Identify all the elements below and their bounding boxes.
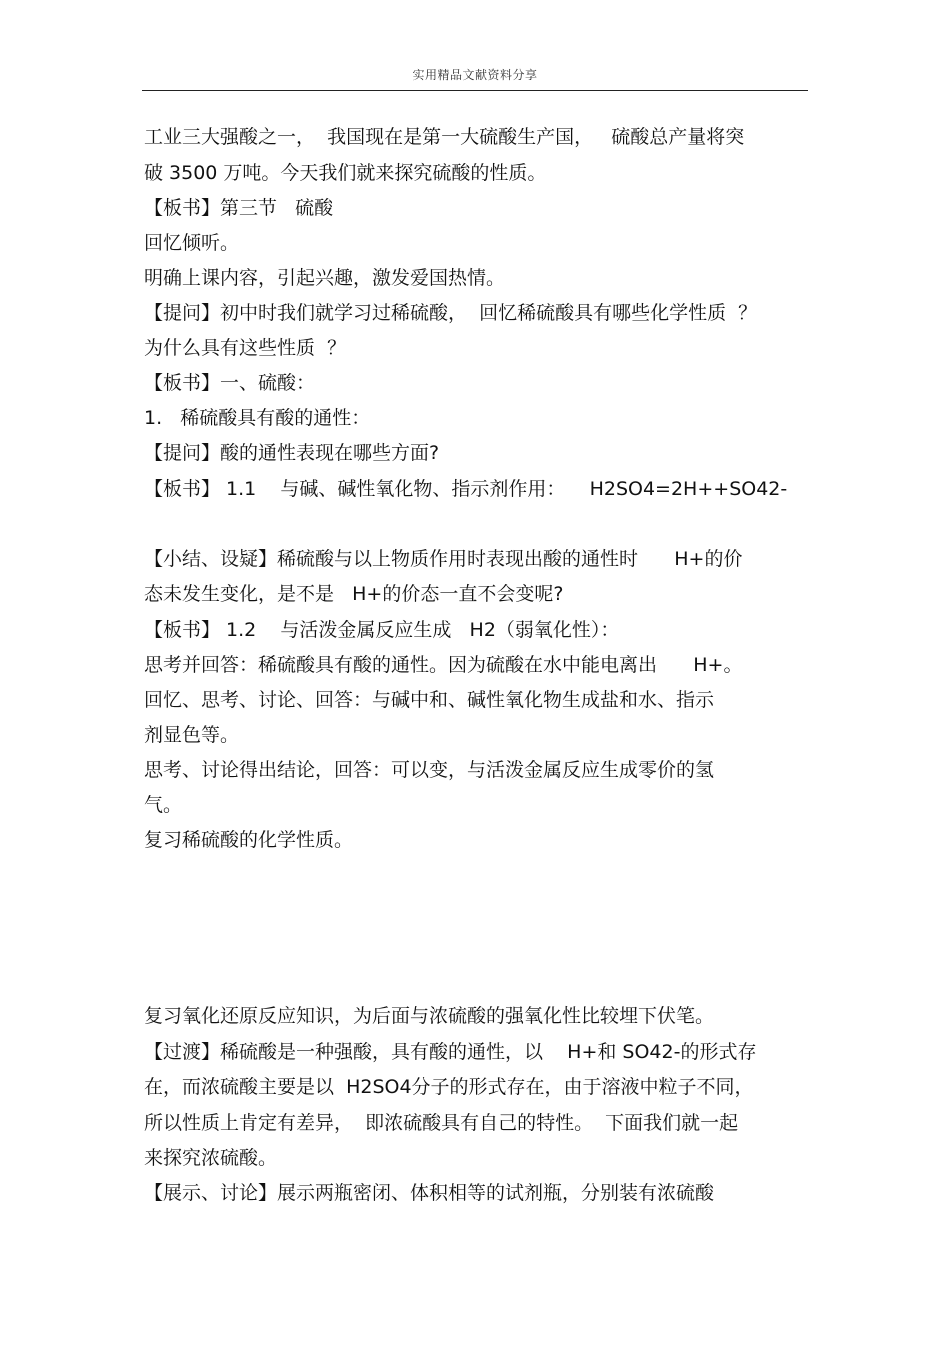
text-line: 所以性质上肯定有差异， 即浓硫酸具有自己的特性。 下面我们就一起 [144,1112,739,1134]
text-line: 为什么具有这些性质 ？ [144,337,347,359]
text-line: 思考并回答：稀硫酸具有酸的通性。因为硫酸在水中能电离出 H+。 [144,654,743,676]
text-line: 【展示、讨论】展示两瓶密闭、体积相等的试剂瓶，分别装有浓硫酸 [144,1182,715,1204]
text-line: 【提问】初中时我们就学习过稀硫酸， 回忆稀硫酸具有哪些化学性质 ？ [144,302,758,324]
text-line: 在，而浓硫酸主要是以 H2SO4分子的形式存在，由于溶液中粒子不同， [144,1076,754,1098]
text-line: 思考、讨论得出结论，回答：可以变，与活泼金属反应生成零价的氢 [144,759,715,781]
text-line: 回忆倾听。 [144,232,240,254]
text-line: 【过渡】稀硫酸是一种强酸，具有酸的通性，以 H+和 SO42-的形式存 [144,1041,757,1063]
text-line: 气。 [144,794,183,816]
text-line: 复习氧化还原反应知识，为后面与浓硫酸的强氧化性比较埋下伏笔。 [144,1005,715,1027]
text-line: 【板书】一、硫酸： [144,372,316,394]
text-line: 【小结、设疑】稀硫酸与以上物质作用时表现出酸的通性时 H+的价 [144,548,743,570]
text-line: 来探究浓硫酸。 [144,1147,278,1169]
text-line: 【板书】第三节 硫酸 [144,197,334,219]
page-header: 实用精品文献资料分享 [412,68,538,82]
text-line: 复习稀硫酸的化学性质。 [144,829,354,851]
text-line: 回忆、思考、讨论、回答：与碱中和、碱性氧化物生成盐和水、指示 [144,689,715,711]
text-line: 态未发生变化，是不是 H+的价态一直不会变呢? [144,583,564,605]
text-line: 1. 稀硫酸具有酸的通性： [144,407,371,429]
text-line: 工业三大强酸之一， 我国现在是第一大硫酸生产国， 硫酸总产量将突 [144,126,745,148]
text-line: 【板书】 1.2 与活泼金属反应生成 H2（弱氧化性）： [144,619,620,641]
text-line: 明确上课内容，引起兴趣，激发爱国热情。 [144,267,506,289]
text-line: 【提问】酸的通性表现在哪些方面? [144,442,440,464]
text-line: 【板书】 1.1 与碱、碱性氧化物、指示剂作用： H2SO4=2H++SO42- [144,478,788,500]
header-divider [142,90,808,91]
text-line: 破 3500 万吨。今天我们就来探究硫酸的性质。 [144,162,547,184]
text-line: 剂显色等。 [144,724,240,746]
